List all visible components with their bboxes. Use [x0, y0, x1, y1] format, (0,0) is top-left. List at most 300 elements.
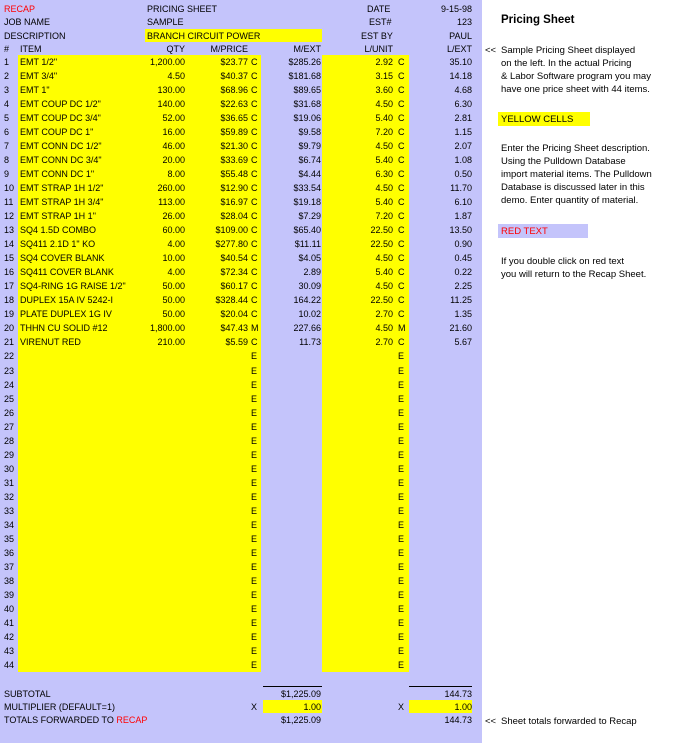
row-number: 23: [4, 365, 15, 376]
lunit-unit-cell[interactable]: C: [398, 239, 405, 250]
row-number: 14: [4, 239, 15, 250]
lunit-unit-cell[interactable]: C: [398, 183, 405, 194]
row-number: 42: [4, 631, 15, 642]
row-number: 6: [4, 127, 10, 138]
lunit-unit-cell[interactable]: E: [398, 645, 405, 656]
item-cell[interactable]: SQ4-RING 1G RAISE 1/2": [20, 281, 126, 292]
table-row: [0, 644, 482, 658]
mprice-unit-cell[interactable]: E: [251, 393, 258, 404]
table-row: [0, 321, 482, 335]
arrow-left-icon: <<: [485, 45, 497, 56]
lunit-cell[interactable]: 4.50: [375, 99, 393, 110]
lunit-unit-cell[interactable]: E: [398, 435, 405, 446]
mprice-unit-cell[interactable]: E: [251, 659, 258, 670]
mprice-unit-cell[interactable]: C: [251, 183, 258, 194]
description-label: DESCRIPTION: [4, 31, 66, 41]
table-row: [0, 279, 482, 293]
mprice-cell[interactable]: $36.65: [220, 113, 248, 124]
description-value[interactable]: BRANCH CIRCUIT POWER: [147, 31, 261, 41]
mprice-cell[interactable]: $33.69: [220, 155, 248, 166]
col-lext: L/EXT: [446, 44, 472, 54]
mext-cell: $7.29: [298, 211, 321, 222]
lunit-unit-cell[interactable]: E: [398, 449, 405, 460]
totals-label-text: TOTALS FORWARDED TO: [4, 715, 114, 725]
yellow-cells-text: [501, 142, 652, 207]
item-cell[interactable]: EMT CONN DC 3/4": [20, 155, 102, 166]
table-row: [0, 392, 482, 406]
intro-line: have one price sheet with 44 items.: [501, 84, 650, 95]
item-cell[interactable]: VIRENUT RED: [20, 337, 81, 348]
item-cell[interactable]: EMT COUP DC 1": [20, 127, 94, 138]
mext-cell: $19.06: [293, 113, 321, 124]
mext-cell: $89.65: [293, 85, 321, 96]
item-cell[interactable]: THHN CU SOLID #12: [20, 323, 108, 334]
mprice-unit-cell[interactable]: E: [251, 631, 258, 642]
mprice-unit-cell[interactable]: C: [251, 71, 258, 82]
row-number: 39: [4, 589, 15, 600]
lext-cell: 11.70: [450, 183, 472, 194]
qty-cell[interactable]: 16.00: [162, 127, 185, 138]
table-row: [0, 406, 482, 420]
mext-cell: 227.66: [293, 323, 321, 334]
qty-cell[interactable]: 4.00: [167, 267, 185, 278]
row-number: 38: [4, 575, 15, 586]
table-row: [0, 588, 482, 602]
lunit-unit-cell[interactable]: C: [398, 127, 405, 138]
mprice-unit-cell[interactable]: C: [251, 197, 258, 208]
mprice-unit-cell[interactable]: E: [251, 491, 258, 502]
mprice-unit-cell[interactable]: E: [251, 645, 258, 656]
mprice-cell[interactable]: $59.89: [220, 127, 248, 138]
mprice-unit-cell[interactable]: C: [251, 141, 258, 152]
mprice-unit-cell[interactable]: C: [251, 85, 258, 96]
lunit-unit-cell[interactable]: E: [398, 659, 405, 670]
qty-cell[interactable]: 50.00: [162, 281, 185, 292]
item-cell[interactable]: SQ411 2.1D 1" KO: [20, 239, 96, 250]
mprice-unit-cell[interactable]: C: [251, 99, 258, 110]
lunit-cell[interactable]: 2.70: [375, 309, 393, 320]
mprice-unit-cell[interactable]: E: [251, 617, 258, 628]
mprice-unit-cell[interactable]: C: [251, 57, 258, 67]
mprice-unit-cell[interactable]: C: [251, 211, 258, 222]
lext-cell: 13.50: [449, 225, 472, 236]
mprice-cell[interactable]: $47.43: [220, 323, 248, 334]
item-cell[interactable]: EMT CONN DC 1/2": [20, 141, 102, 152]
mprice-cell[interactable]: $5.59: [225, 337, 248, 348]
mprice-cell[interactable]: $20.04: [220, 309, 248, 320]
mprice-unit-cell[interactable]: C: [251, 127, 258, 138]
lunit-unit-cell[interactable]: C: [398, 85, 405, 96]
lunit-unit-cell[interactable]: E: [398, 589, 405, 600]
lunit-unit-cell[interactable]: E: [398, 351, 405, 362]
row-number: 15: [4, 253, 15, 264]
mprice-cell[interactable]: $40.37: [220, 71, 248, 82]
mprice-unit-cell[interactable]: E: [251, 589, 258, 600]
lunit-unit-cell[interactable]: C: [398, 211, 405, 222]
table-row: [0, 209, 482, 223]
mprice-unit-cell[interactable]: E: [251, 519, 258, 530]
row-number: 34: [4, 519, 15, 530]
row-number: 28: [4, 435, 15, 446]
lunit-unit-cell[interactable]: E: [398, 617, 405, 628]
qty-cell[interactable]: 113.00: [158, 197, 185, 208]
lunit-unit-cell[interactable]: M: [398, 323, 406, 334]
mprice-cell[interactable]: $23.77: [220, 57, 248, 67]
qty-cell[interactable]: 210.00: [157, 337, 185, 348]
mprice-unit-cell[interactable]: C: [251, 225, 258, 236]
row-number: 13: [4, 225, 15, 236]
lunit-unit-cell[interactable]: C: [398, 295, 405, 306]
mprice-unit-cell[interactable]: E: [251, 449, 258, 460]
mprice-cell[interactable]: $12.90: [220, 183, 248, 194]
lunit-unit-cell[interactable]: C: [398, 99, 405, 110]
mprice-cell[interactable]: $22.63: [220, 99, 248, 110]
lext-cell: 2.81: [454, 113, 472, 124]
row-number: 27: [4, 421, 15, 432]
row-number: 20: [4, 323, 15, 334]
lunit-unit-cell[interactable]: E: [398, 393, 405, 404]
lunit-unit-cell[interactable]: E: [398, 575, 405, 586]
qty-cell[interactable]: 8.00: [167, 169, 185, 180]
row-number: 24: [4, 379, 15, 390]
qty-cell[interactable]: 4.00: [167, 239, 185, 250]
table-row: [0, 265, 482, 279]
mprice-unit-cell[interactable]: E: [251, 421, 258, 432]
row-number: 8: [4, 155, 10, 166]
qty-cell[interactable]: 4.50: [167, 71, 185, 82]
qty-cell[interactable]: 50.00: [162, 309, 185, 320]
qty-cell[interactable]: 20.00: [162, 155, 185, 166]
mprice-unit-cell[interactable]: E: [251, 379, 258, 390]
qty-cell[interactable]: 1,200.00: [149, 57, 185, 67]
sheet-title: PRICING SHEET: [147, 4, 218, 14]
mprice-cell[interactable]: $277.80: [215, 239, 248, 250]
row-number: 35: [4, 533, 15, 544]
lunit-cell[interactable]: 3.15: [375, 71, 393, 82]
qty-cell[interactable]: 1,800.00: [149, 323, 185, 334]
item-cell[interactable]: EMT COUP DC 1/2": [20, 99, 101, 110]
date-value[interactable]: 9-15-98: [440, 4, 472, 14]
lunit-cell[interactable]: 22.50: [370, 295, 393, 306]
lunit-unit-cell[interactable]: C: [398, 281, 405, 292]
mprice-unit-cell[interactable]: C: [251, 281, 258, 292]
mext-cell: $6.74: [298, 155, 321, 166]
mprice-cell[interactable]: $109.00: [215, 225, 248, 236]
row-number: 19: [4, 309, 15, 320]
lunit-unit-cell[interactable]: C: [398, 155, 405, 166]
qty-cell[interactable]: 46.00: [162, 141, 185, 152]
mprice-unit-cell[interactable]: C: [251, 169, 258, 180]
lext-cell: 0.90: [454, 239, 472, 250]
table-row: [0, 125, 482, 139]
lunit-cell[interactable]: 2.92: [375, 57, 393, 67]
mprice-unit-cell[interactable]: E: [251, 505, 258, 516]
mext-cell: $181.68: [288, 71, 321, 82]
row-number: 22: [4, 351, 15, 362]
lunit-cell[interactable]: 7.20: [375, 127, 393, 138]
lunit-cell[interactable]: 4.50: [375, 281, 393, 292]
mprice-cell[interactable]: $40.54: [220, 253, 248, 264]
mprice-unit-cell[interactable]: E: [251, 365, 258, 376]
lunit-unit-cell[interactable]: E: [398, 421, 405, 432]
red-text-label: RED TEXT: [501, 226, 548, 237]
mprice-unit-cell[interactable]: E: [251, 575, 258, 586]
red_text-line: you will return to the Recap Sheet.: [501, 269, 647, 280]
totals-label: [4, 714, 147, 726]
arrow-left-icon: <<: [485, 716, 497, 727]
mprice-cell[interactable]: $72.34: [220, 267, 248, 278]
item-cell[interactable]: SQ4 COVER BLANK: [20, 253, 105, 264]
row-number: 5: [4, 113, 10, 124]
totals-note: Sheet totals forwarded to Recap: [501, 716, 637, 727]
lunit-cell[interactable]: 5.40: [375, 197, 393, 208]
lunit-unit-cell[interactable]: E: [398, 547, 405, 558]
item-cell[interactable]: EMT CONN DC 1": [20, 169, 95, 180]
lunit-cell[interactable]: 7.20: [375, 211, 393, 222]
job-name-label: JOB NAME: [4, 17, 51, 27]
lunit-cell[interactable]: 5.40: [375, 155, 393, 166]
lunit-cell[interactable]: 4.50: [375, 253, 393, 264]
lext-cell: 1.15: [454, 127, 472, 138]
qty-cell[interactable]: 130.00: [157, 85, 185, 96]
table-row: [0, 420, 482, 434]
lunit-unit-cell[interactable]: C: [398, 71, 405, 82]
row-number: 32: [4, 491, 15, 502]
mprice-cell[interactable]: $28.04: [220, 211, 248, 222]
lunit-unit-cell[interactable]: E: [398, 365, 405, 376]
lunit-cell[interactable]: 4.50: [375, 141, 393, 152]
lunit-unit-cell[interactable]: E: [398, 505, 405, 516]
mprice-unit-cell[interactable]: E: [251, 603, 258, 614]
lunit-unit-cell[interactable]: C: [398, 225, 405, 236]
lext-cell: 6.30: [454, 99, 472, 110]
mext-cell: $65.40: [293, 225, 321, 236]
mext-cell: $4.44: [298, 169, 321, 180]
item-cell[interactable]: EMT 1": [20, 85, 50, 96]
table-row: [0, 111, 482, 125]
lunit-unit-cell[interactable]: C: [398, 337, 405, 348]
lunit-cell[interactable]: 4.50: [375, 183, 393, 194]
row-number: 41: [4, 617, 15, 628]
item-cell[interactable]: SQ411 COVER BLANK: [20, 267, 114, 278]
table-row: [0, 434, 482, 448]
lext-cell: 14.18: [449, 71, 472, 82]
lunit-unit-cell[interactable]: C: [398, 253, 405, 264]
lext-cell: 1.08: [454, 155, 472, 166]
table-row: [0, 97, 482, 111]
lunit-cell[interactable]: 22.50: [370, 239, 393, 250]
table-row: [0, 518, 482, 532]
lunit-unit-cell[interactable]: C: [398, 267, 405, 278]
intro-line: Sample Pricing Sheet displayed: [501, 45, 636, 56]
item-cell[interactable]: EMT 1/2": [20, 57, 58, 67]
row-number: 10: [4, 183, 15, 194]
lunit-unit-cell[interactable]: C: [398, 57, 405, 67]
lunit-unit-cell[interactable]: E: [398, 477, 405, 488]
lunit-unit-cell[interactable]: C: [398, 113, 405, 124]
row-number: 37: [4, 561, 15, 572]
mprice-cell[interactable]: $328.44: [215, 295, 248, 306]
table-row: [0, 546, 482, 560]
subtotal-l-rule: [409, 686, 472, 687]
row-number: 12: [4, 211, 15, 222]
table-row: [0, 378, 482, 392]
row-number: 3: [4, 85, 10, 96]
row-number: 30: [4, 463, 15, 474]
mprice-unit-cell[interactable]: C: [251, 253, 258, 264]
lunit-unit-cell[interactable]: C: [398, 169, 405, 180]
panel-title: Pricing Sheet: [501, 14, 575, 26]
yellow_text-line: Using the Pulldown Database: [501, 156, 626, 167]
col-mext: M/EXT: [293, 44, 321, 54]
qty-cell[interactable]: 10.00: [162, 253, 185, 264]
lunit-cell[interactable]: 5.40: [375, 113, 393, 124]
lunit-unit-cell[interactable]: E: [398, 491, 405, 502]
est-number-label: EST#: [369, 17, 392, 27]
table-row: [0, 223, 482, 237]
totals-recap-link[interactable]: RECAP: [116, 715, 148, 725]
yellow-cells-label: YELLOW CELLS: [501, 114, 574, 125]
lunit-unit-cell[interactable]: C: [398, 309, 405, 320]
lext-cell: 0.45: [454, 253, 472, 264]
qty-cell[interactable]: 26.00: [162, 211, 185, 222]
mprice-unit-cell[interactable]: C: [251, 113, 258, 124]
lunit-unit-cell[interactable]: C: [398, 141, 405, 152]
lunit-unit-cell[interactable]: E: [398, 463, 405, 474]
lunit-unit-cell[interactable]: E: [398, 631, 405, 642]
lunit-unit-cell[interactable]: E: [398, 407, 405, 418]
lunit-unit-cell[interactable]: E: [398, 603, 405, 614]
lunit-unit-cell[interactable]: E: [398, 561, 405, 572]
mprice-unit-cell[interactable]: M: [251, 323, 259, 334]
table-row: [0, 476, 482, 490]
row-number: 7: [4, 141, 10, 152]
item-cell[interactable]: EMT STRAP 1H 1": [20, 211, 96, 222]
lunit-unit-cell[interactable]: E: [398, 533, 405, 544]
table-row: [0, 181, 482, 195]
lunit-cell[interactable]: 3.60: [375, 85, 393, 96]
item-cell[interactable]: DUPLEX 15A IV 5242-I: [20, 295, 114, 306]
lunit-unit-cell[interactable]: C: [398, 197, 405, 208]
table-row: [0, 69, 482, 83]
mprice-unit-cell[interactable]: E: [251, 351, 258, 362]
row-number: 16: [4, 267, 15, 278]
qty-cell[interactable]: 140.00: [157, 99, 185, 110]
item-cell[interactable]: EMT STRAP 1H 1/2": [20, 183, 104, 194]
lunit-cell[interactable]: 5.40: [375, 267, 393, 278]
subtotal-m-rule: [263, 686, 322, 687]
date-label: DATE: [367, 4, 391, 14]
mprice-unit-cell[interactable]: E: [251, 435, 258, 446]
mprice-cell[interactable]: $55.48: [220, 169, 248, 180]
mext-cell: $4.05: [298, 253, 321, 264]
lunit-unit-cell[interactable]: E: [398, 379, 405, 390]
mprice-unit-cell[interactable]: E: [251, 407, 258, 418]
table-row: [0, 139, 482, 153]
table-row: [0, 448, 482, 462]
table-row: [0, 602, 482, 616]
table-row: [0, 307, 482, 321]
table-row: [0, 293, 482, 307]
item-cell[interactable]: EMT COUP DC 3/4": [20, 113, 101, 124]
mext-cell: 2.89: [303, 267, 321, 278]
lext-cell: 6.10: [454, 197, 472, 208]
mext-cell: 10.02: [298, 309, 321, 320]
col-qty: QTY: [166, 44, 185, 54]
mprice-unit-cell[interactable]: C: [251, 239, 258, 250]
lext-cell: 11.25: [450, 295, 472, 306]
mprice-unit-cell[interactable]: E: [251, 477, 258, 488]
subtotal-label: SUBTOTAL: [4, 689, 51, 699]
est-by-label: EST BY: [361, 31, 393, 41]
item-cell[interactable]: EMT 3/4": [20, 71, 58, 82]
recap-link[interactable]: RECAP: [4, 4, 36, 14]
row-number: 21: [4, 337, 15, 348]
red-text-text: [501, 255, 646, 281]
table-row: [0, 364, 482, 378]
multiplier-x-m: X: [251, 702, 258, 712]
lunit-cell[interactable]: 6.30: [375, 169, 393, 180]
table-row: [0, 616, 482, 630]
mprice-unit-cell[interactable]: C: [251, 309, 258, 320]
lunit-cell[interactable]: 4.50: [375, 323, 393, 334]
mprice-cell[interactable]: $60.17: [220, 281, 248, 292]
row-number: 31: [4, 477, 15, 488]
lunit-cell[interactable]: 2.70: [375, 337, 393, 348]
lunit-cell[interactable]: 22.50: [370, 225, 393, 236]
mprice-unit-cell[interactable]: C: [251, 295, 258, 306]
mprice-cell[interactable]: $16.97: [220, 197, 248, 208]
totals-m: $1,225.09: [280, 715, 321, 725]
est-number-value[interactable]: 123: [456, 17, 472, 27]
table-row: [0, 560, 482, 574]
mprice-unit-cell[interactable]: E: [251, 463, 258, 474]
lext-cell: 0.50: [454, 169, 472, 180]
mprice-unit-cell[interactable]: C: [251, 267, 258, 278]
subtotal-m: $1,225.09: [280, 689, 321, 699]
table-row: [0, 83, 482, 97]
job-name-value[interactable]: SAMPLE: [147, 17, 184, 27]
mprice-unit-cell[interactable]: E: [251, 547, 258, 558]
multiplier-l[interactable]: 1.00: [454, 702, 472, 712]
table-row: [0, 55, 482, 69]
mprice-unit-cell[interactable]: C: [251, 337, 258, 348]
multiplier-m[interactable]: 1.00: [303, 702, 321, 712]
row-number: 26: [4, 407, 15, 418]
item-cell[interactable]: SQ4 1.5D COMBO: [20, 225, 97, 236]
table-row: [0, 532, 482, 546]
qty-cell[interactable]: 50.00: [162, 295, 185, 306]
yellow_text-line: import material items. The Pulldown: [501, 169, 652, 180]
mprice-unit-cell[interactable]: E: [251, 561, 258, 572]
item-cell[interactable]: PLATE DUPLEX 1G IV: [20, 309, 112, 320]
mprice-unit-cell[interactable]: E: [251, 533, 258, 544]
est-by-value[interactable]: PAUL: [449, 31, 472, 41]
mprice-cell[interactable]: $21.30: [220, 141, 248, 152]
qty-cell[interactable]: 60.00: [162, 225, 185, 236]
col-item: ITEM: [20, 44, 42, 54]
row-number: 4: [4, 99, 10, 110]
lunit-unit-cell[interactable]: E: [398, 519, 405, 530]
qty-cell[interactable]: 52.00: [162, 113, 185, 124]
qty-cell[interactable]: 260.00: [157, 183, 185, 194]
mprice-cell[interactable]: $68.96: [220, 85, 248, 96]
mprice-unit-cell[interactable]: C: [251, 155, 258, 166]
row-number: 11: [4, 197, 14, 208]
item-cell[interactable]: EMT STRAP 1H 3/4": [20, 197, 104, 208]
table-row: [0, 153, 482, 167]
lext-cell: 21.60: [449, 323, 472, 334]
